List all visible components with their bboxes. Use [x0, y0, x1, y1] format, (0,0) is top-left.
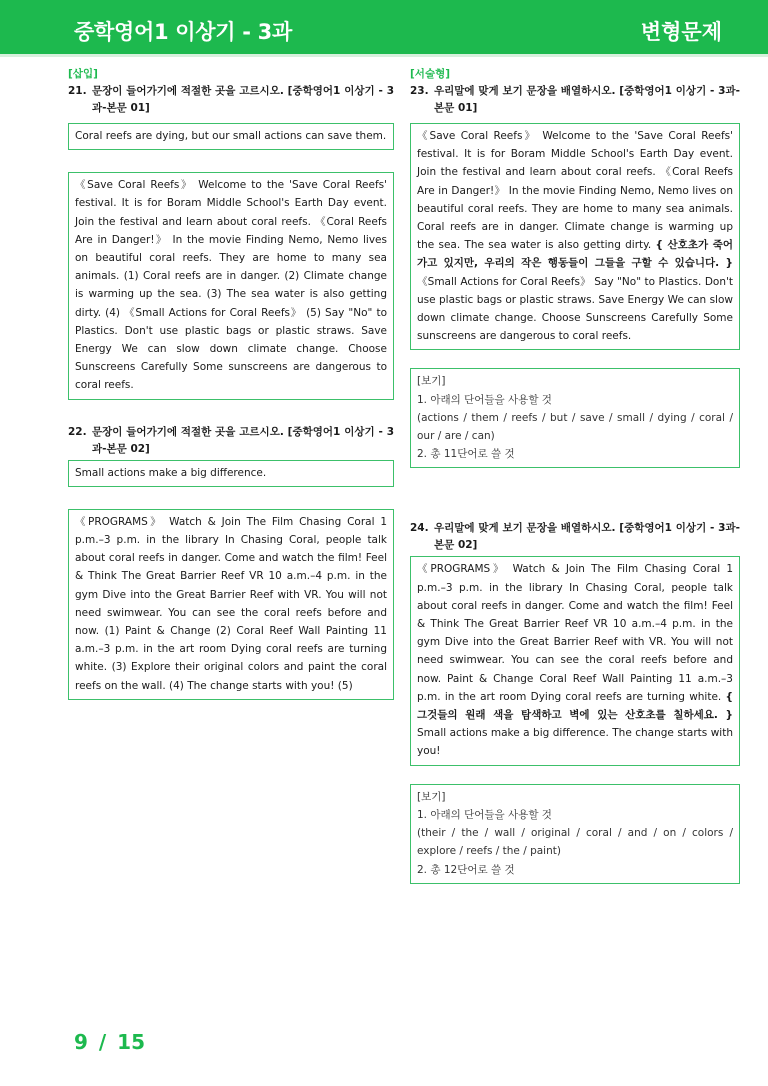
passage-text-after: 《Small Actions for Coral Reefs》 Say "No" to Plastics. Don't use plastic bags or plastic straws. Save Energy We can slow down climate change. Choose Sunscreens Carefully Some sunscreens are dangerous to coral reefs.	[417, 275, 733, 343]
bogi-rule-1: 1. 아래의 단어들을 사용할 것	[417, 393, 552, 406]
page-header	[0, 0, 768, 57]
bogi-rule-1: 1. 아래의 단어들을 사용할 것	[417, 808, 552, 821]
bogi-title: [보기]	[417, 375, 446, 388]
given-sentence-box	[68, 460, 394, 487]
korean-prompt: { 산호초가 죽어 가고 있지만, 우리의 작은 행동들이 그들을 구할 수 있습니다. }	[417, 239, 733, 270]
question-24	[410, 520, 740, 883]
bogi-box	[410, 784, 740, 884]
left-column	[68, 66, 394, 700]
question-stem: 우리말에 맞게 보기 문장을 배열하시오. [중학영어1 이상기 - 3과-본문 01]	[434, 85, 740, 114]
question-number: 22.	[68, 425, 87, 438]
header-title: 중학영어1 이상기 - 3과	[74, 20, 292, 44]
passage-box	[68, 509, 394, 700]
korean-prompt: { 그것들의 원래 색을 탐색하고 벽에 있는 산호초를 칠하세요. }	[417, 690, 733, 722]
passage-box	[68, 172, 394, 399]
question-stem-row	[68, 424, 394, 458]
bogi-rule-2: 2. 총 12단어로 쓸 것	[417, 863, 515, 876]
page-number: 9 / 15	[74, 1030, 145, 1054]
passage-box	[410, 556, 740, 765]
right-column	[410, 66, 740, 884]
passage-text-after: Small actions make a big difference. The change starts with you!	[417, 727, 733, 758]
category-label: [삽입]	[68, 68, 98, 80]
question-number: 23.	[410, 85, 429, 97]
bogi-words: (actions / them / reefs / but / save / small / dying / coral / our / are / can)	[417, 411, 733, 443]
bogi-words: (their / the / wall / original / coral / and / on / colors / explore / reefs / the / paint)	[417, 827, 733, 858]
passage-text: 《Save Coral Reefs》 Welcome to the 'Save Coral Reefs' festival. It is for Boram Middle School's Earth Day event. Join the festival and learn about coral reefs. 《Coral Reefs Are in Danger!》 In the movie Finding Nemo, Nemo lives on beautiful coral reefs. They are home to many sea animals. (1) Coral reefs are in danger. (2) Climate change is warming up the sea. (3) The sea water is also getting dirty. (4) 《Small Actions for Coral Reefs》 (5) Say "No" to Plastics. Don't use plastic bags or plastic straws. Save Energy We can slow down climate change. Choose Sunscreens Carefully Some sunscreens are dangerous to coral reefs.	[75, 179, 387, 392]
question-23	[410, 66, 740, 468]
question-stem: 문장이 들어가기에 적절한 곳을 고르시오. [중학영어1 이상기 - 3과-본문 01]	[92, 85, 394, 114]
category-label: [서술형]	[410, 68, 451, 80]
given-sentence: Small actions make a big difference.	[75, 466, 267, 479]
question-number: 24.	[410, 522, 429, 535]
bogi-title: [보기]	[417, 790, 446, 803]
question-stem-row	[410, 520, 740, 554]
bogi-rule-2: 2. 총 11단어로 쓸 것	[417, 448, 515, 461]
question-stem-row	[410, 83, 740, 117]
passage-text: 《PROGRAMS》 Watch & Join The Film Chasing Coral 1 p.m.–3 p.m. in the library In Chasing Coral, people talk about coral reefs in danger. Come and watch the film! Feel & Think The Great Barrier Reef VR 10 a.m.–4 p.m. in the gym Dive into the Great Barrier Reef with VR. You will not need swimwear. You can see the coral reefs before and now. Paint & Change Coral Reef Wall Painting 11 a.m.–3 p.m. in the art room Dying coral reefs are turning white.	[417, 563, 733, 703]
given-sentence: Coral reefs are dying, but our small actions can save them.	[75, 130, 387, 142]
passage-box	[410, 123, 740, 350]
question-stem: 문장이 들어가기에 적절한 곳을 고르시오. [중학영어1 이상기 - 3과-본문 02]	[92, 425, 394, 455]
question-stem-row	[68, 83, 394, 117]
header-type: 변형문제	[640, 20, 722, 44]
passage-text: 《PROGRAMS》 Watch & Join The Film Chasing Coral 1 p.m.–3 p.m. in the library In Chasing Coral, people talk about coral reefs in danger. Come and watch the film! Feel & Think The Great Barrier Reef VR 10 a.m.–4 p.m. in the gym Dive into the Great Barrier Reef with VR. You will not need swimwear. You can see the coral reefs before and now. (1) Paint & Change (2) Coral Reef Wall Painting 11 a.m.–3 p.m. in the art room Dying coral reefs are turning white. (3) Explore their original colors and paint the coral reefs on the wall. (4) The change starts with you! (5)	[75, 515, 387, 692]
question-22	[68, 424, 394, 700]
bogi-box	[410, 368, 740, 468]
question-21	[68, 66, 394, 400]
question-number: 21.	[68, 85, 87, 97]
passage-text: 《Save Coral Reefs》 Welcome to the 'Save Coral Reefs' festival. It is for Boram Middle School's Earth Day event. Join the festival and learn about coral reefs. 《Coral Reefs Are in Danger!》 In the movie Finding Nemo, Nemo lives on beautiful coral reefs. They are home to many sea animals. Coral reefs are in danger. Climate change is warming up the sea. The sea water is also getting dirty.	[417, 130, 733, 252]
given-sentence-box	[68, 123, 394, 150]
question-stem: 우리말에 맞게 보기 문장을 배열하시오. [중학영어1 이상기 - 3과-본문 02]	[434, 522, 740, 552]
